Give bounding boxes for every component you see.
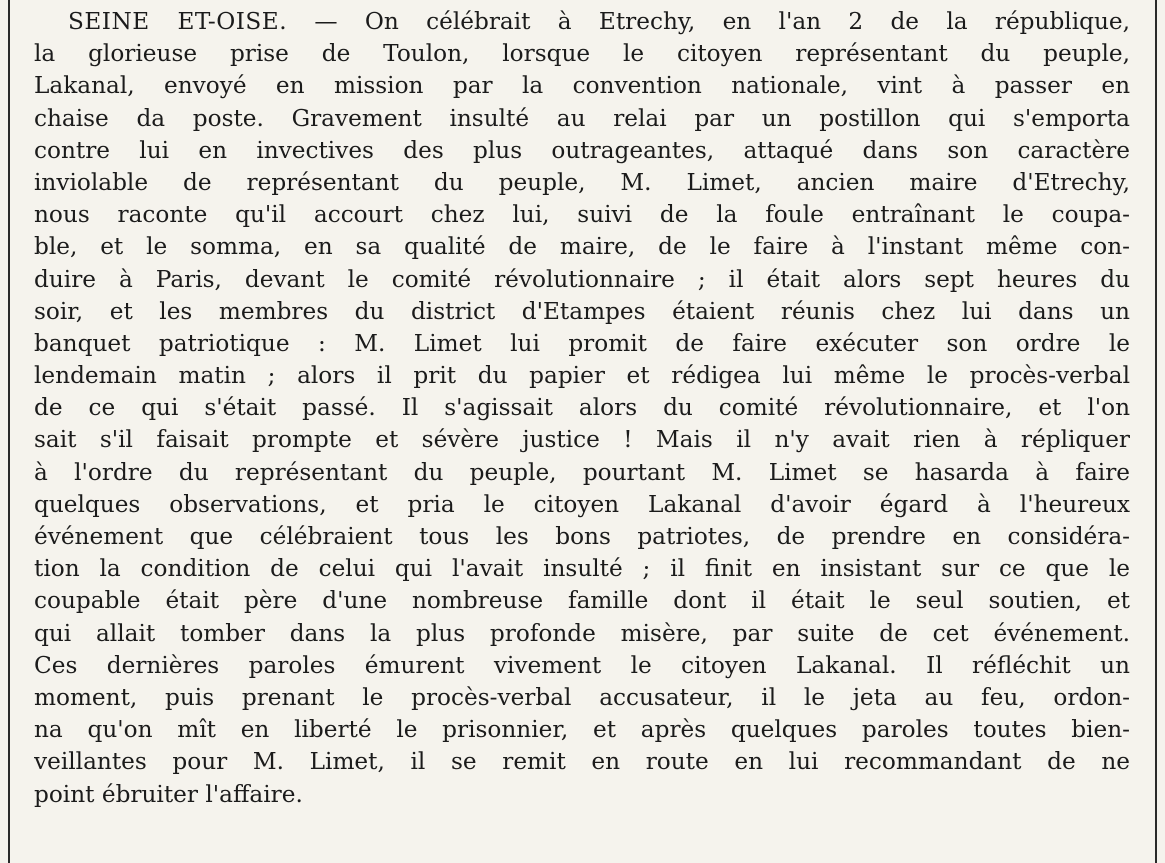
- text-line: la glorieuse prise de Toulon, lorsque le citoyen représentant du peuple,: [34, 40, 1130, 68]
- text-line: moment, puis prenant le procès-verbal accusateur, il le jeta au feu, ordon-: [34, 683, 1130, 711]
- text-line: ble, et le somma, en sa qualité de maire, de le faire à l'instant même con-: [34, 233, 1130, 261]
- text-line: tion la condition de celui qui l'avait insulté ; il finit en insistant sur ce que le: [34, 555, 1130, 583]
- text-line: nous raconte qu'il accourt chez lui, suivi de la foule entraînant le coupa-: [34, 201, 1130, 229]
- right-column-rule: [1155, 0, 1157, 863]
- text-line-content: — On célébrait à Etrechy, en l'an 2 de la république,: [287, 8, 1130, 35]
- text-line: [34, 6, 1130, 38]
- text-line: banquet patriotique : M. Limet lui promit de faire exécuter son ordre le: [34, 329, 1130, 357]
- text-line: quelques observations, et pria le citoyen Lakanal d'avoir égard à l'heureux: [34, 490, 1130, 518]
- text-line: point ébruiter l'affaire.: [34, 780, 303, 808]
- text-line: sait s'il faisait prompte et sévère justice ! Mais il n'y avait rien à répliquer: [34, 426, 1130, 454]
- text-line: inviolable de représentant du peuple, M. Limet, ancien maire d'Etrechy,: [34, 168, 1130, 196]
- article-body: [34, 6, 1130, 811]
- text-line: de ce qui s'était passé. Il s'agissait alors du comité révolutionnaire, et l'on: [34, 394, 1130, 422]
- text-line: na qu'on mît en liberté le prisonnier, et après quelques paroles toutes bien-: [34, 716, 1130, 744]
- text-line: duire à Paris, devant le comité révolutionnaire ; il était alors sept heures du: [34, 265, 1130, 293]
- text-line: à l'ordre du représentant du peuple, pourtant M. Limet se hasarda à faire: [34, 458, 1130, 486]
- text-line: lendemain matin ; alors il prit du papier et rédigea lui même le procès-verbal: [34, 362, 1130, 390]
- text-line: Lakanal, envoyé en mission par la convention nationale, vint à passer en: [34, 72, 1130, 100]
- left-column-rule: [8, 0, 10, 863]
- text-line: veillantes pour M. Limet, il se remit en route en lui recommandant de ne: [34, 748, 1130, 776]
- text-line: soir, et les membres du district d'Etampes étaient réunis chez lui dans un: [34, 297, 1130, 325]
- article-heading: SEINE ET-OISE.: [68, 8, 288, 35]
- text-line: chaise da poste. Gravement insulté au relai par un postillon qui s'emporta: [34, 104, 1130, 132]
- text-line: contre lui en invectives des plus outrageantes, attaqué dans son caractère: [34, 136, 1130, 164]
- text-line: Ces dernières paroles émurent vivement le citoyen Lakanal. Il réfléchit un: [34, 651, 1130, 679]
- text-line: coupable était père d'une nombreuse famille dont il était le seul soutien, et: [34, 587, 1130, 615]
- text-line: qui allait tomber dans la plus profonde misère, par suite de cet événement.: [34, 619, 1130, 647]
- text-line: événement que célébraient tous les bons patriotes, de prendre en considéra-: [34, 523, 1130, 550]
